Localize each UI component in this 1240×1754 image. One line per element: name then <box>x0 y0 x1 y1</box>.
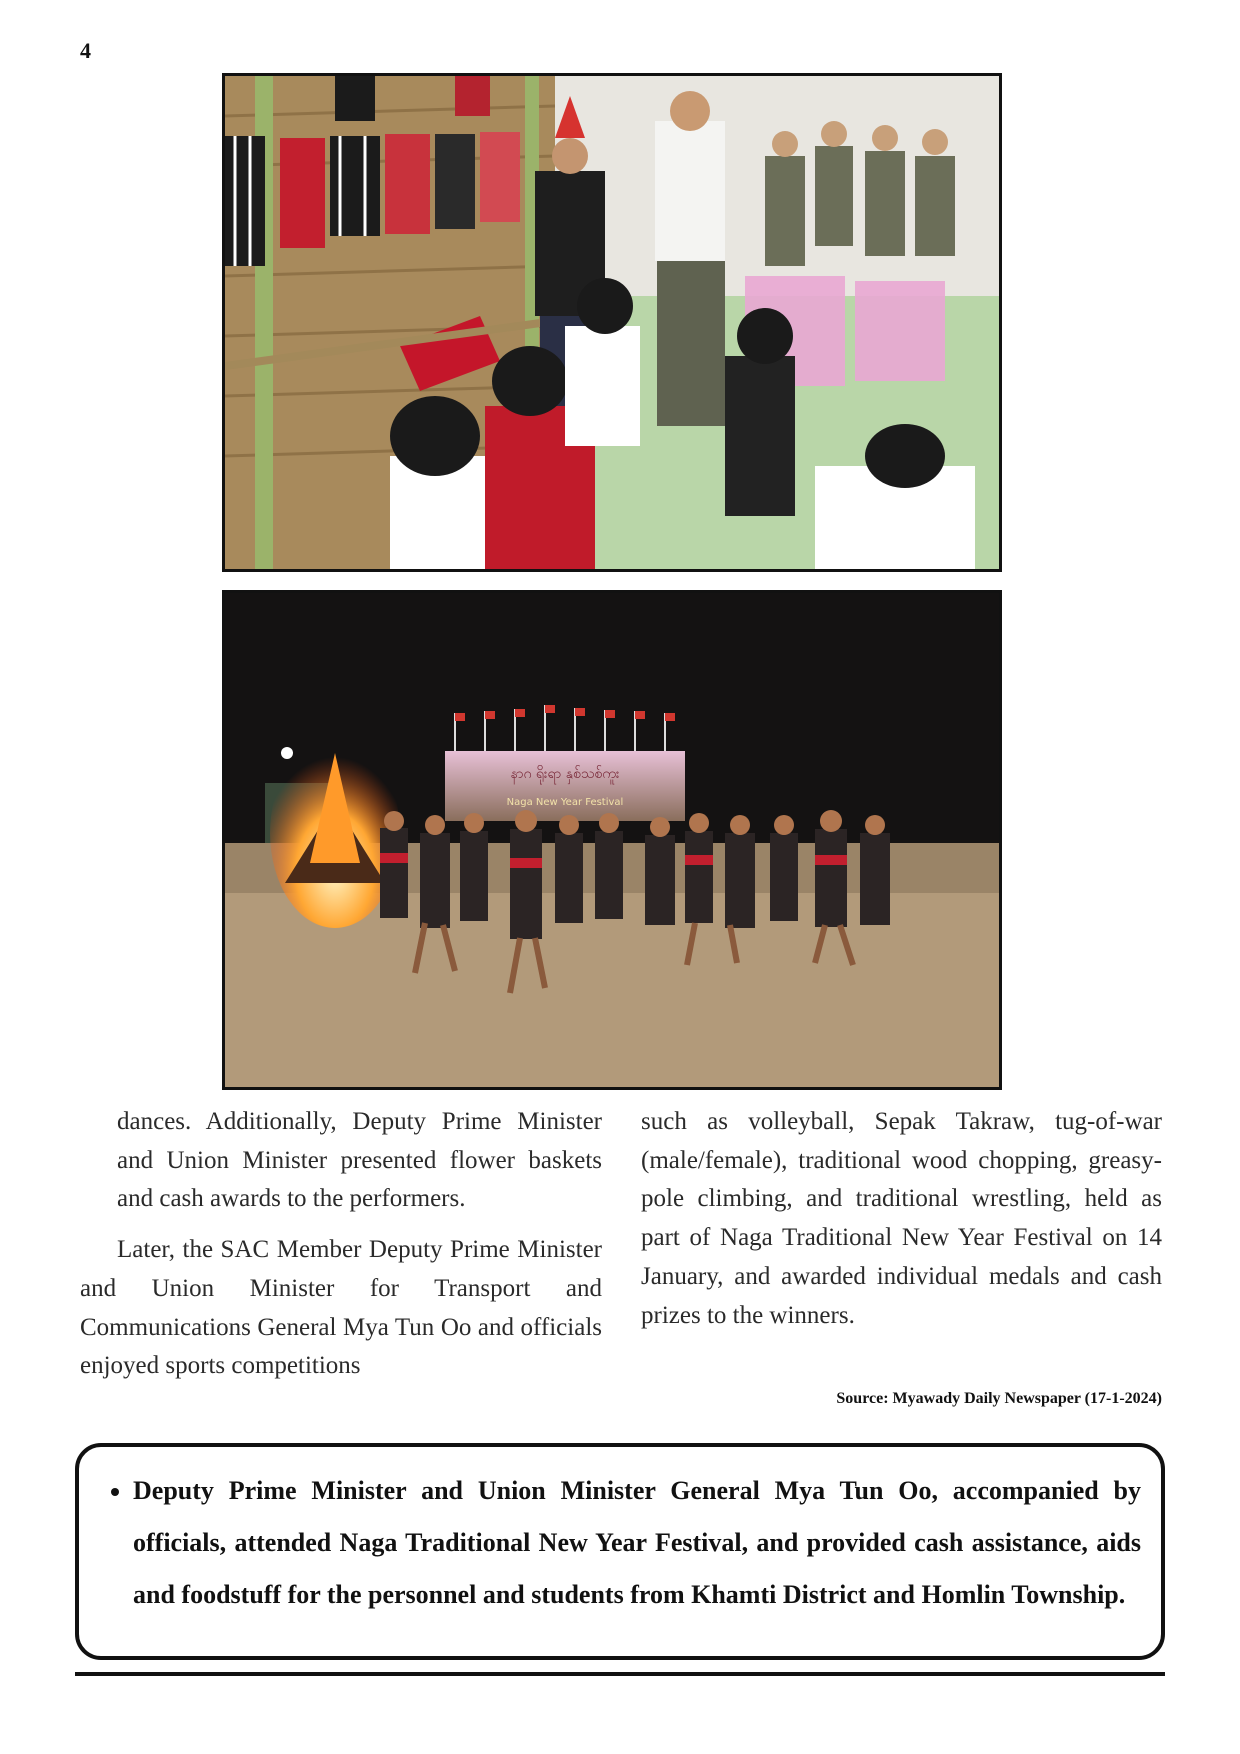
bonfire-dance-image <box>225 593 999 1087</box>
photo-bonfire-dance <box>222 590 1002 1090</box>
article-paragraph: dances. Additionally, Deputy Prime Minister and Union Minister presented flower baskets and cash awards to the performers. <box>117 1108 602 1213</box>
article-column-left <box>80 1103 602 1386</box>
banner-title: နာဂ ရိုးရာ နှစ်သစ်ကူး <box>510 766 620 782</box>
article-column-right <box>641 1103 1162 1335</box>
article-paragraph: Later, the SAC Member Deputy Prime Minister and Union Minister for Transport and Communications General Mya Tun Oo and officials enjoyed sports competitions <box>80 1236 602 1380</box>
weaving-stall-image <box>225 76 999 569</box>
page-number: 4 <box>80 38 91 63</box>
summary-box <box>75 1443 1165 1660</box>
summary-list <box>79 1447 1161 1621</box>
bottom-rule <box>75 1672 1165 1676</box>
summary-bullet: • Deputy Prime Minister and Union Minister General Mya Tun Oo, accompanied by officials, attended Naga Traditional New Year Festival, and provided cash assistance, aids and foodstuff for the personnel and students from Khamti District and Homlin Township. <box>133 1465 1141 1621</box>
photo-weaving-stall <box>222 73 1002 572</box>
source-citation: Source: Myawady Daily Newspaper (17-1-2024) <box>836 1390 1162 1407</box>
article-paragraph: such as volleyball, Sepak Takraw, tug-of-war (male/female), traditional wood chopping, greasy-pole climbing, and traditional wrestling, held as part of Naga Traditional New Year Festival on 14 January, and awarded individual medals and cash prizes to the winners. <box>641 1108 1162 1329</box>
banner-subtitle: Naga New Year Festival <box>506 797 624 808</box>
